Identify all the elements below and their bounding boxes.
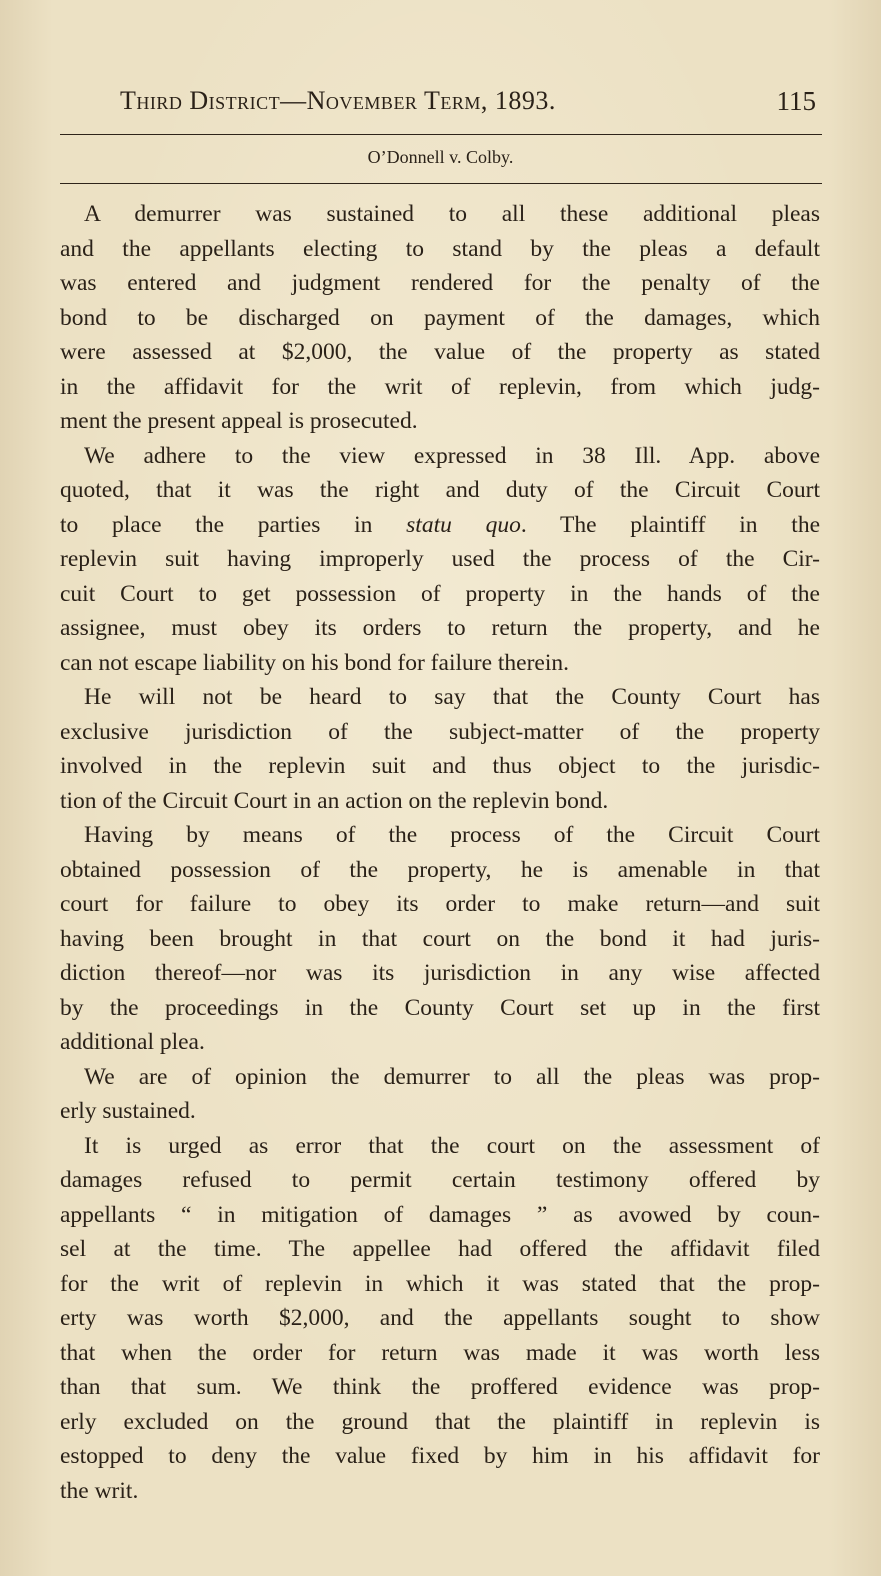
text-line: and the appellants electing to stand by the pleas a default	[60, 235, 820, 262]
text-line: sel at the time. The appellee had offered the affidavit filed	[60, 1236, 820, 1262]
text-line: can not escape liability on his bond for failure therein.	[60, 649, 570, 676]
header-rule-bottom	[60, 183, 822, 184]
text-line: additional plea.	[60, 1029, 205, 1055]
text-line: court for failure to obey its order to make return—and suit	[60, 891, 820, 917]
text-line: A demurrer was sustained to all these additional pleas	[84, 201, 820, 227]
text-line: cuit Court to get possession of property in the hands of the	[60, 580, 820, 607]
text-line: involved in the replevin suit and thus object to the jurisdic-	[60, 753, 820, 779]
text-line: erty was worth $2,000, and the appellants sought to show	[60, 1305, 820, 1331]
text-line: obtained possession of the property, he is amenable in that	[60, 856, 820, 883]
text-line: estopped to deny the value fixed by him in his affidavit for	[60, 1443, 820, 1469]
text-line: It is urged as error that the court on the assessment of	[84, 1132, 820, 1159]
text-line: in the affidavit for the writ of replevin, from which judg-	[60, 373, 820, 400]
text-line: was entered and judgment rendered for the penalty of the	[60, 270, 820, 296]
italic-phrase: statu quo	[406, 511, 521, 538]
text-line: tion of the Circuit Court in an action on the replevin bond.	[60, 787, 609, 814]
text-line: We adhere to the view expressed in 38 Ill. App. above	[84, 442, 820, 469]
case-caption: O’Donnell v. Colby.	[367, 147, 514, 167]
text-line: by the proceedings in the County Court set up in the first	[60, 994, 820, 1021]
text-line: the writ.	[60, 1477, 139, 1504]
text-line: than that sum. We think the proffered evidence was prop-	[60, 1374, 820, 1400]
text-line: diction thereof—nor was its jurisdiction in any wise affected	[60, 960, 820, 986]
text-line: erly sustained.	[60, 1098, 196, 1124]
header-rule-top	[60, 134, 822, 135]
text-line: ment the present appeal is prosecuted.	[60, 408, 418, 434]
text-line: that when the order for return was made it was worth less	[60, 1339, 820, 1366]
text-line: Having by means of the process of the Circuit Court	[84, 822, 820, 848]
text-line: exclusive jurisdiction of the subject-matter of the property	[60, 718, 820, 745]
text-line: for the writ of replevin in which it was stated that the prop-	[60, 1270, 820, 1297]
text-line: quoted, that it was the right and duty of the Circuit Court	[60, 477, 820, 503]
running-head	[60, 86, 820, 126]
text-line: bond to be discharged on payment of the damages, which	[60, 304, 820, 331]
text-line: We are of opinion the demurrer to all the pleas was prop-	[84, 1063, 820, 1090]
text-line: damages refused to permit certain testimony offered by	[60, 1167, 820, 1193]
text-line: He will not be heard to say that the County Court has	[84, 684, 820, 710]
text-line: erly excluded on the ground that the plaintiff in replevin is	[60, 1408, 820, 1435]
running-title: Third District—November Term, 1893.	[120, 86, 556, 115]
text-line: having been brought in that court on the bond it had juris-	[60, 925, 820, 952]
text-line: were assessed at $2,000, the value of the property as stated	[60, 339, 820, 365]
page-number: 115	[776, 86, 816, 116]
text-line: appellants “ in mitigation of damages ” as avowed by coun-	[60, 1201, 820, 1228]
opinion-text	[60, 197, 820, 1508]
text-line: replevin suit having improperly used the process of the Cir-	[60, 546, 820, 572]
text-line: assignee, must obey its orders to return the property, and he	[60, 615, 820, 641]
text-line: to place the parties in statu quo. The plaintiff in the	[60, 511, 820, 538]
